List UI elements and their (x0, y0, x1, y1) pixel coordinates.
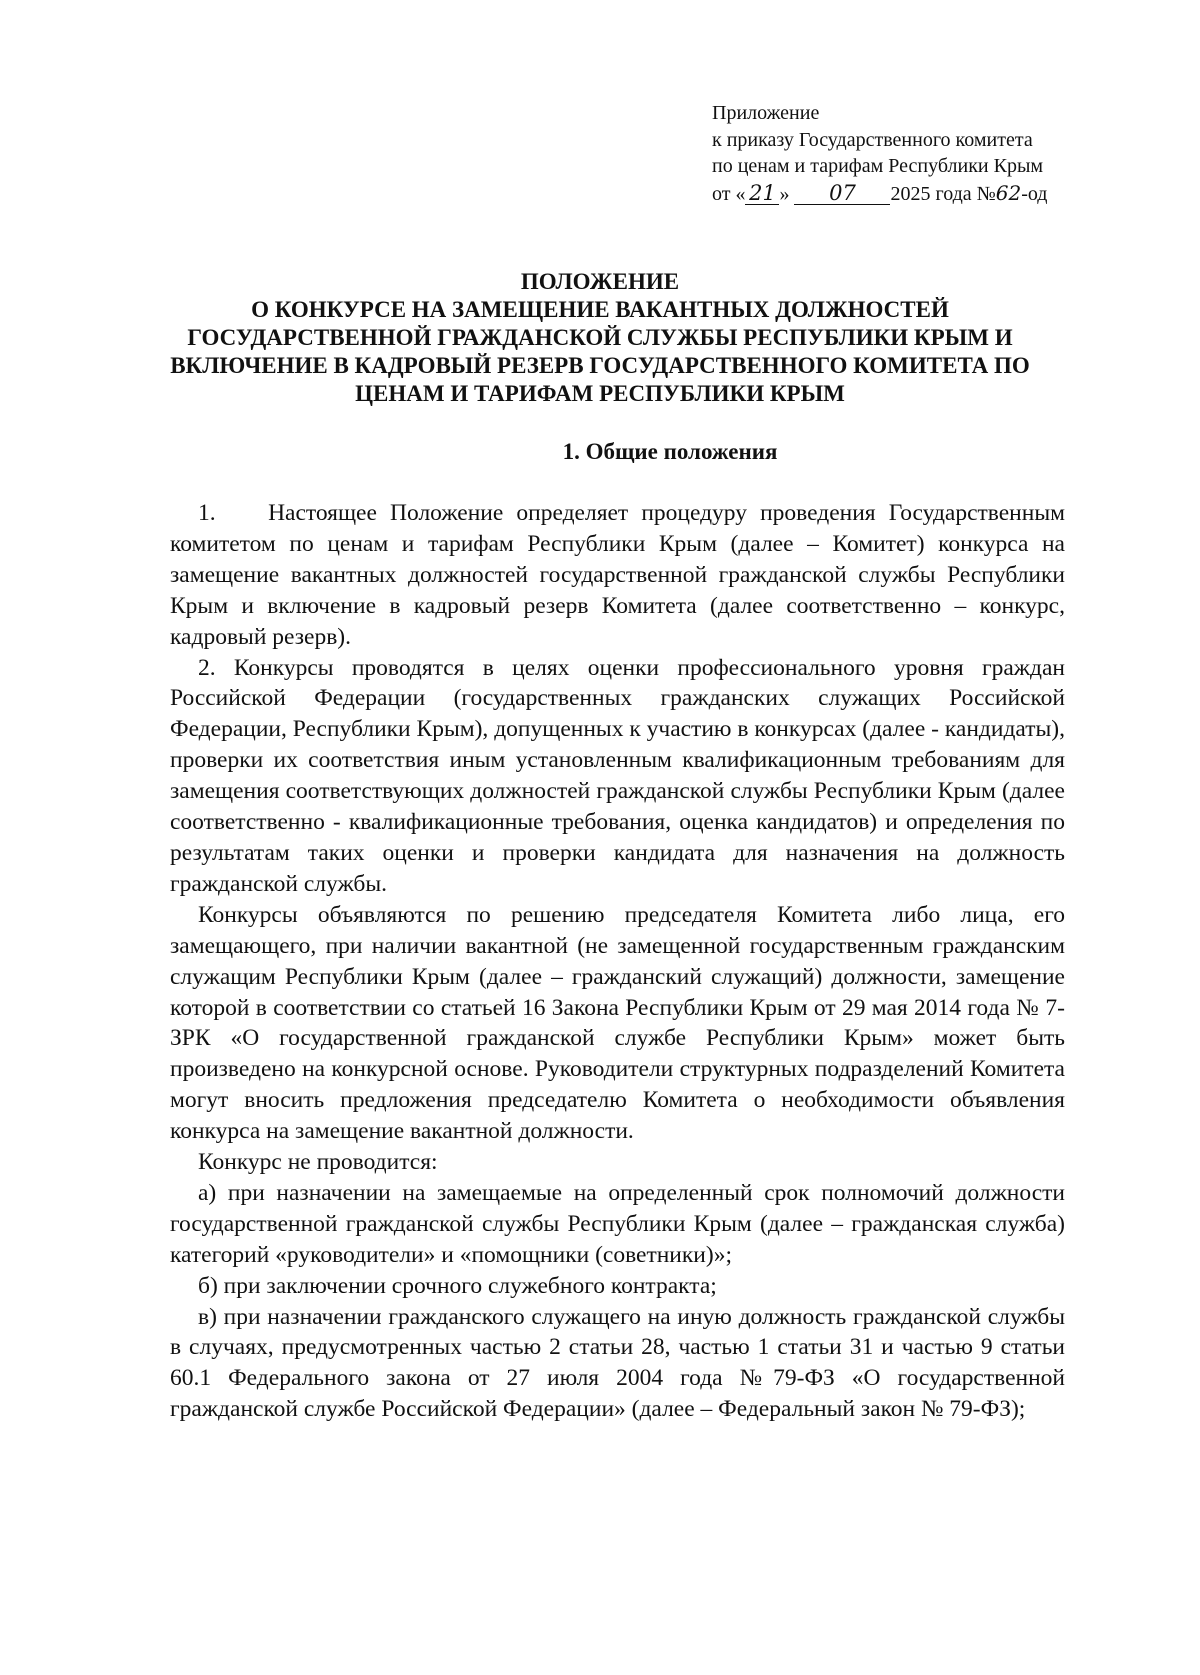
document-title (160, 268, 1040, 408)
paragraph-3: Конкурсы объявляются по решению председателя Комитета либо лица, его замещающего, при наличии вакантной (не замещенной государственным гражданским служащим Республики Крым (далее – гражданский служащий) должности, замещение которой в соответствии со статьей 16 Закона Республики Крым от 29 мая 2014 года № 7-ЗРК «О государственной гражданской службе Республики Крым» может быть произведено на конкурсной основе. Руководители структурных подразделений Комитета могут вносить предложения председателю Комитета о необходимости объявления конкурса на замещение вакантной должности. (170, 901, 1065, 1145)
date-prefix: от « (712, 182, 746, 205)
paragraph-5: а) при назначении на замещаемые на определенный срок полномочий должности государственной гражданской службы Республики Крым (далее – гражданская служба) категорий «руководители» и «помощники (советники)»; (170, 1179, 1065, 1268)
appendix-line-2: к приказу Государственного комитета (712, 128, 1033, 151)
appendix-date-line (712, 180, 1152, 208)
title-line-3: ГОСУДАРСТВЕННОЙ ГРАЖДАНСКОЙ СЛУЖБЫ РЕСПУБЛИКИ КРЫМ И (187, 325, 1013, 350)
paragraph-6: б) при заключении срочного служебного контракта; (198, 1272, 717, 1299)
date-day-field (745, 180, 779, 205)
date-year-text: 2025 года № (890, 182, 996, 205)
paragraph-7: в) при назначении гражданского служащего на иную должность гражданской службы в случаях, предусмотренных частью 2 статьи 28, частью 1 статьи 31 и частью 9 статьи 60.1 Федерального закона от 27 июля 2004 года №79-ФЗ «О государственной гражданской службе Российской Федерации» (далее – Федеральный закон № 79-ФЗ); (170, 1303, 1065, 1423)
order-suffix: -од (1021, 182, 1048, 205)
date-day-handwritten: 21 (749, 180, 776, 205)
appendix-line-3: по ценам и тарифам Республики Крым (712, 155, 1044, 177)
title-line-1: ПОЛОЖЕНИЕ (520, 269, 680, 294)
date-month-field (794, 180, 890, 205)
order-number-handwritten: 62 (995, 180, 1022, 205)
section-heading: 1. Общие положения (562, 439, 778, 464)
title-line-4: ВКЛЮЧЕНИЕ В КАДРОВЫЙ РЕЗЕРВ ГОСУДАРСТВЕННОГО КОМИТЕТА ПО (170, 353, 1030, 378)
date-month-handwritten: 07 (829, 180, 856, 205)
paragraph-2: 2. Конкурсы проводятся в целях оценки профессионального уровня граждан Российской Федерации (государственных гражданских служащих Российской Федерации, Республики Крым), допущенных к участию в конкурсах (далее - кандидаты), проверки их соответствия иным установленным квалификационным требованиям для замещения соответствующих должностей гражданской службы Республики Крым (далее соответственно - квалификационные требования, оценка кандидатов) и определения по результатам таких оценки и проверки кандидата для назначения на должность гражданской службы. (170, 654, 1065, 897)
document-body (170, 498, 1065, 1425)
appendix-block (712, 100, 1152, 207)
title-line-2: О КОНКУРСЕ НА ЗАМЕЩЕНИЕ ВАКАНТНЫХ ДОЛЖНОСТЕЙ (251, 297, 949, 322)
date-mid: » (779, 182, 790, 205)
title-line-5: ЦЕНАМ И ТАРИФАМ РЕСПУБЛИКИ КРЫМ (355, 381, 845, 406)
appendix-line-1: Приложение (712, 102, 820, 124)
paragraph-4: Конкурс не проводится: (198, 1149, 438, 1176)
paragraph-1: 1. Настоящее Положение определяет процедуру проведения Государственным комитетом по ценам и тарифам Республики Крым (далее – Комитет) конкурса на замещение вакантных должностей государственной гражданской службы Республики Крым и включение в кадровый резерв Комитета (далее соответственно – конкурс, кадровый резерв). (170, 500, 1065, 650)
